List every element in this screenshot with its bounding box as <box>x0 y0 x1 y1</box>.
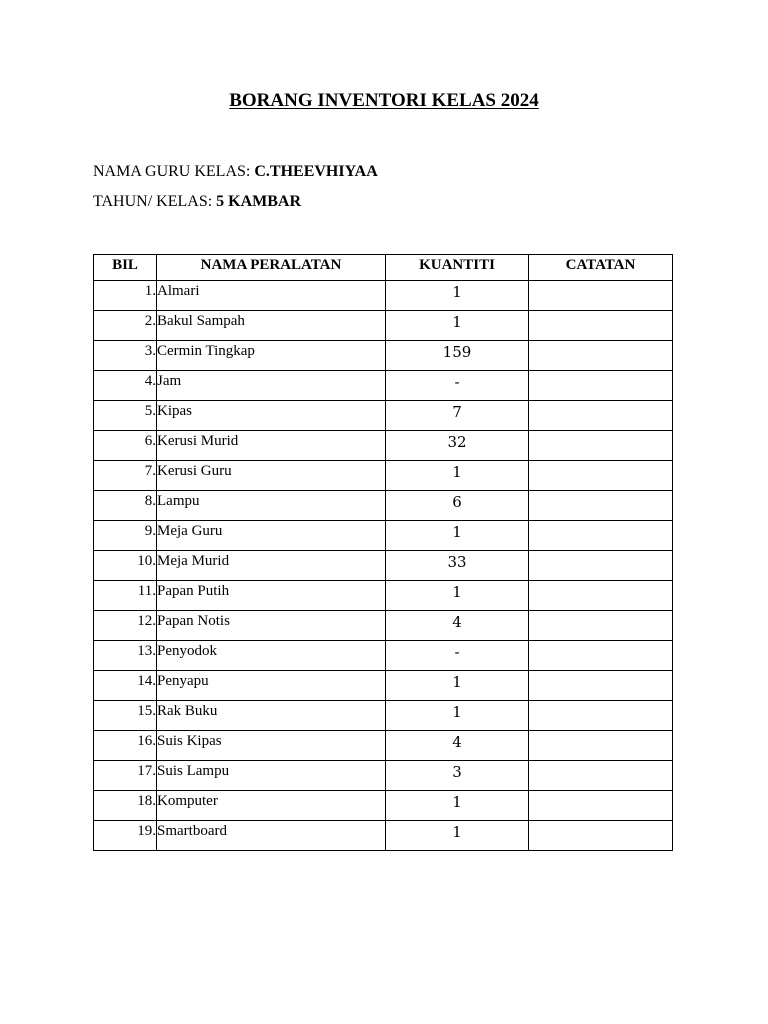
cell-kuantiti: 4 <box>386 731 529 761</box>
cell-nama-peralatan: Meja Murid <box>157 551 386 581</box>
cell-catatan <box>529 671 673 701</box>
cell-bil: 10. <box>94 551 157 581</box>
table-row <box>94 701 673 731</box>
table-row <box>94 791 673 821</box>
cell-nama-peralatan: Rak Buku <box>157 701 386 731</box>
cell-bil: 14. <box>94 671 157 701</box>
document-title <box>0 89 768 113</box>
cell-bil: 2. <box>94 311 157 341</box>
cell-catatan <box>529 821 673 851</box>
cell-catatan <box>529 401 673 431</box>
cell-nama-peralatan: Jam <box>157 371 386 401</box>
header-bil: BIL <box>94 255 157 281</box>
document-title-text: BORANG INVENTORI KELAS 2024 <box>229 90 539 111</box>
table-row <box>94 521 673 551</box>
table-row <box>94 401 673 431</box>
cell-kuantiti: 1 <box>386 671 529 701</box>
cell-catatan <box>529 371 673 401</box>
cell-bil: 3. <box>94 341 157 371</box>
cell-kuantiti: 1 <box>386 281 529 311</box>
cell-catatan <box>529 281 673 311</box>
cell-nama-peralatan: Meja Guru <box>157 521 386 551</box>
table-row <box>94 311 673 341</box>
header-catatan: CATATAN <box>529 255 673 281</box>
cell-catatan <box>529 551 673 581</box>
year-class-line <box>93 192 301 212</box>
cell-bil: 16. <box>94 731 157 761</box>
cell-catatan <box>529 731 673 761</box>
table-row <box>94 461 673 491</box>
table-row <box>94 611 673 641</box>
table-row <box>94 281 673 311</box>
cell-kuantiti: - <box>386 371 529 401</box>
table-row <box>94 671 673 701</box>
cell-kuantiti: 3 <box>386 761 529 791</box>
teacher-name-line <box>93 162 378 182</box>
cell-catatan <box>529 341 673 371</box>
cell-kuantiti: 33 <box>386 551 529 581</box>
cell-catatan <box>529 761 673 791</box>
teacher-name-value: C.THEEVHIYAA <box>254 163 378 180</box>
header-nama-peralatan: NAMA PERALATAN <box>157 255 386 281</box>
cell-bil: 7. <box>94 461 157 491</box>
cell-kuantiti: 1 <box>386 461 529 491</box>
cell-nama-peralatan: Suis Lampu <box>157 761 386 791</box>
cell-kuantiti: 1 <box>386 701 529 731</box>
cell-bil: 11. <box>94 581 157 611</box>
cell-nama-peralatan: Kipas <box>157 401 386 431</box>
cell-catatan <box>529 791 673 821</box>
cell-catatan <box>529 461 673 491</box>
cell-nama-peralatan: Bakul Sampah <box>157 311 386 341</box>
cell-catatan <box>529 581 673 611</box>
table-row <box>94 761 673 791</box>
cell-bil: 12. <box>94 611 157 641</box>
cell-kuantiti: 1 <box>386 791 529 821</box>
cell-nama-peralatan: Almari <box>157 281 386 311</box>
cell-kuantiti: 4 <box>386 611 529 641</box>
cell-kuantiti: 32 <box>386 431 529 461</box>
table-row <box>94 551 673 581</box>
cell-catatan <box>529 431 673 461</box>
cell-nama-peralatan: Penyodok <box>157 641 386 671</box>
cell-catatan <box>529 611 673 641</box>
cell-nama-peralatan: Cermin Tingkap <box>157 341 386 371</box>
table-row <box>94 581 673 611</box>
cell-catatan <box>529 311 673 341</box>
cell-nama-peralatan: Kerusi Guru <box>157 461 386 491</box>
inventory-table-body <box>94 281 673 851</box>
cell-kuantiti: 159 <box>386 341 529 371</box>
cell-kuantiti: 1 <box>386 581 529 611</box>
cell-catatan <box>529 491 673 521</box>
cell-bil: 4. <box>94 371 157 401</box>
cell-bil: 15. <box>94 701 157 731</box>
cell-bil: 17. <box>94 761 157 791</box>
cell-catatan <box>529 521 673 551</box>
cell-nama-peralatan: Komputer <box>157 791 386 821</box>
cell-kuantiti: 1 <box>386 521 529 551</box>
cell-nama-peralatan: Lampu <box>157 491 386 521</box>
cell-nama-peralatan: Penyapu <box>157 671 386 701</box>
cell-nama-peralatan: Kerusi Murid <box>157 431 386 461</box>
teacher-name-label: NAMA GURU KELAS: <box>93 163 251 180</box>
cell-bil: 19. <box>94 821 157 851</box>
table-row <box>94 731 673 761</box>
year-class-value: 5 KAMBAR <box>216 193 302 210</box>
cell-kuantiti: 6 <box>386 491 529 521</box>
cell-bil: 13. <box>94 641 157 671</box>
cell-nama-peralatan: Suis Kipas <box>157 731 386 761</box>
table-row <box>94 371 673 401</box>
cell-nama-peralatan: Papan Putih <box>157 581 386 611</box>
table-row <box>94 641 673 671</box>
table-row <box>94 341 673 371</box>
cell-bil: 1. <box>94 281 157 311</box>
cell-kuantiti: 7 <box>386 401 529 431</box>
table-header-row <box>94 255 673 281</box>
table-row <box>94 491 673 521</box>
year-class-label: TAHUN/ KELAS: <box>93 193 213 210</box>
cell-nama-peralatan: Smartboard <box>157 821 386 851</box>
cell-nama-peralatan: Papan Notis <box>157 611 386 641</box>
table-row <box>94 431 673 461</box>
cell-kuantiti: - <box>386 641 529 671</box>
cell-bil: 8. <box>94 491 157 521</box>
inventory-table <box>93 254 673 851</box>
cell-bil: 6. <box>94 431 157 461</box>
cell-catatan <box>529 701 673 731</box>
table-row <box>94 821 673 851</box>
cell-bil: 18. <box>94 791 157 821</box>
cell-catatan <box>529 641 673 671</box>
cell-bil: 9. <box>94 521 157 551</box>
cell-bil: 5. <box>94 401 157 431</box>
header-kuantiti: KUANTITI <box>386 255 529 281</box>
cell-kuantiti: 1 <box>386 821 529 851</box>
cell-kuantiti: 1 <box>386 311 529 341</box>
